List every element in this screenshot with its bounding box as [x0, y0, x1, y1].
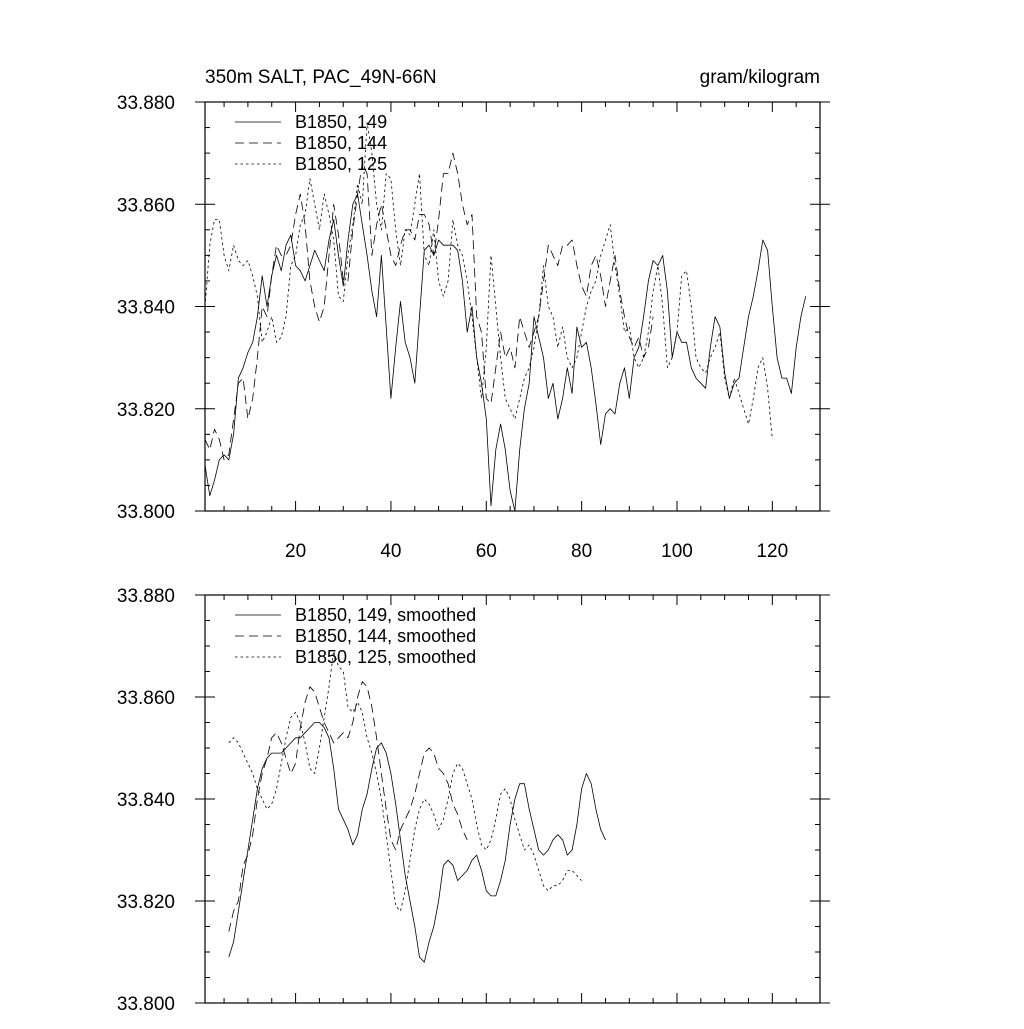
- y-tick-label: 33.840: [116, 790, 175, 811]
- x-tick-label: 20: [285, 541, 307, 562]
- x-tick-label: 120: [756, 541, 789, 562]
- series-line-1: [229, 723, 606, 963]
- x-tick-label: 40: [380, 541, 402, 562]
- y-tick-label: 33.860: [116, 195, 175, 217]
- series-line-1: [205, 194, 806, 511]
- series-line-2: [205, 153, 653, 460]
- legend-label-3: B1850, 125: [295, 154, 388, 174]
- y-tick-label: 33.860: [116, 688, 175, 709]
- series-line-3: [205, 123, 772, 440]
- x-tick-label: 100: [661, 541, 693, 562]
- y-tick-label: 33.840: [116, 297, 175, 319]
- chart-title: 350m SALT, PAC_49N-66N: [205, 67, 437, 88]
- x-tick-label: 60: [475, 541, 497, 562]
- y-tick-label: 33.880: [116, 93, 175, 114]
- legend-label-2: B1850, 144, smoothed: [295, 626, 477, 646]
- x-tick-label: 80: [571, 541, 593, 562]
- chart-panel-2: [117, 586, 830, 1015]
- y-tick-label: 33.820: [116, 892, 175, 913]
- series-line-3: [229, 651, 582, 911]
- y-tick-label: 33.880: [116, 586, 175, 607]
- chart-panel-1: [117, 67, 830, 562]
- series-line-2: [229, 682, 467, 932]
- y-tick-label: 33.800: [116, 994, 175, 1015]
- legend-label-2: B1850, 144: [295, 133, 388, 153]
- y-tick-label: 33.800: [116, 502, 175, 523]
- legend-label-3: B1850, 125, smoothed: [295, 647, 477, 667]
- legend-label-1: B1850, 149, smoothed: [295, 605, 477, 625]
- y-tick-label: 33.820: [116, 399, 175, 421]
- chart-units: gram/kilogram: [699, 67, 820, 88]
- legend-label-1: B1850, 149: [295, 112, 388, 132]
